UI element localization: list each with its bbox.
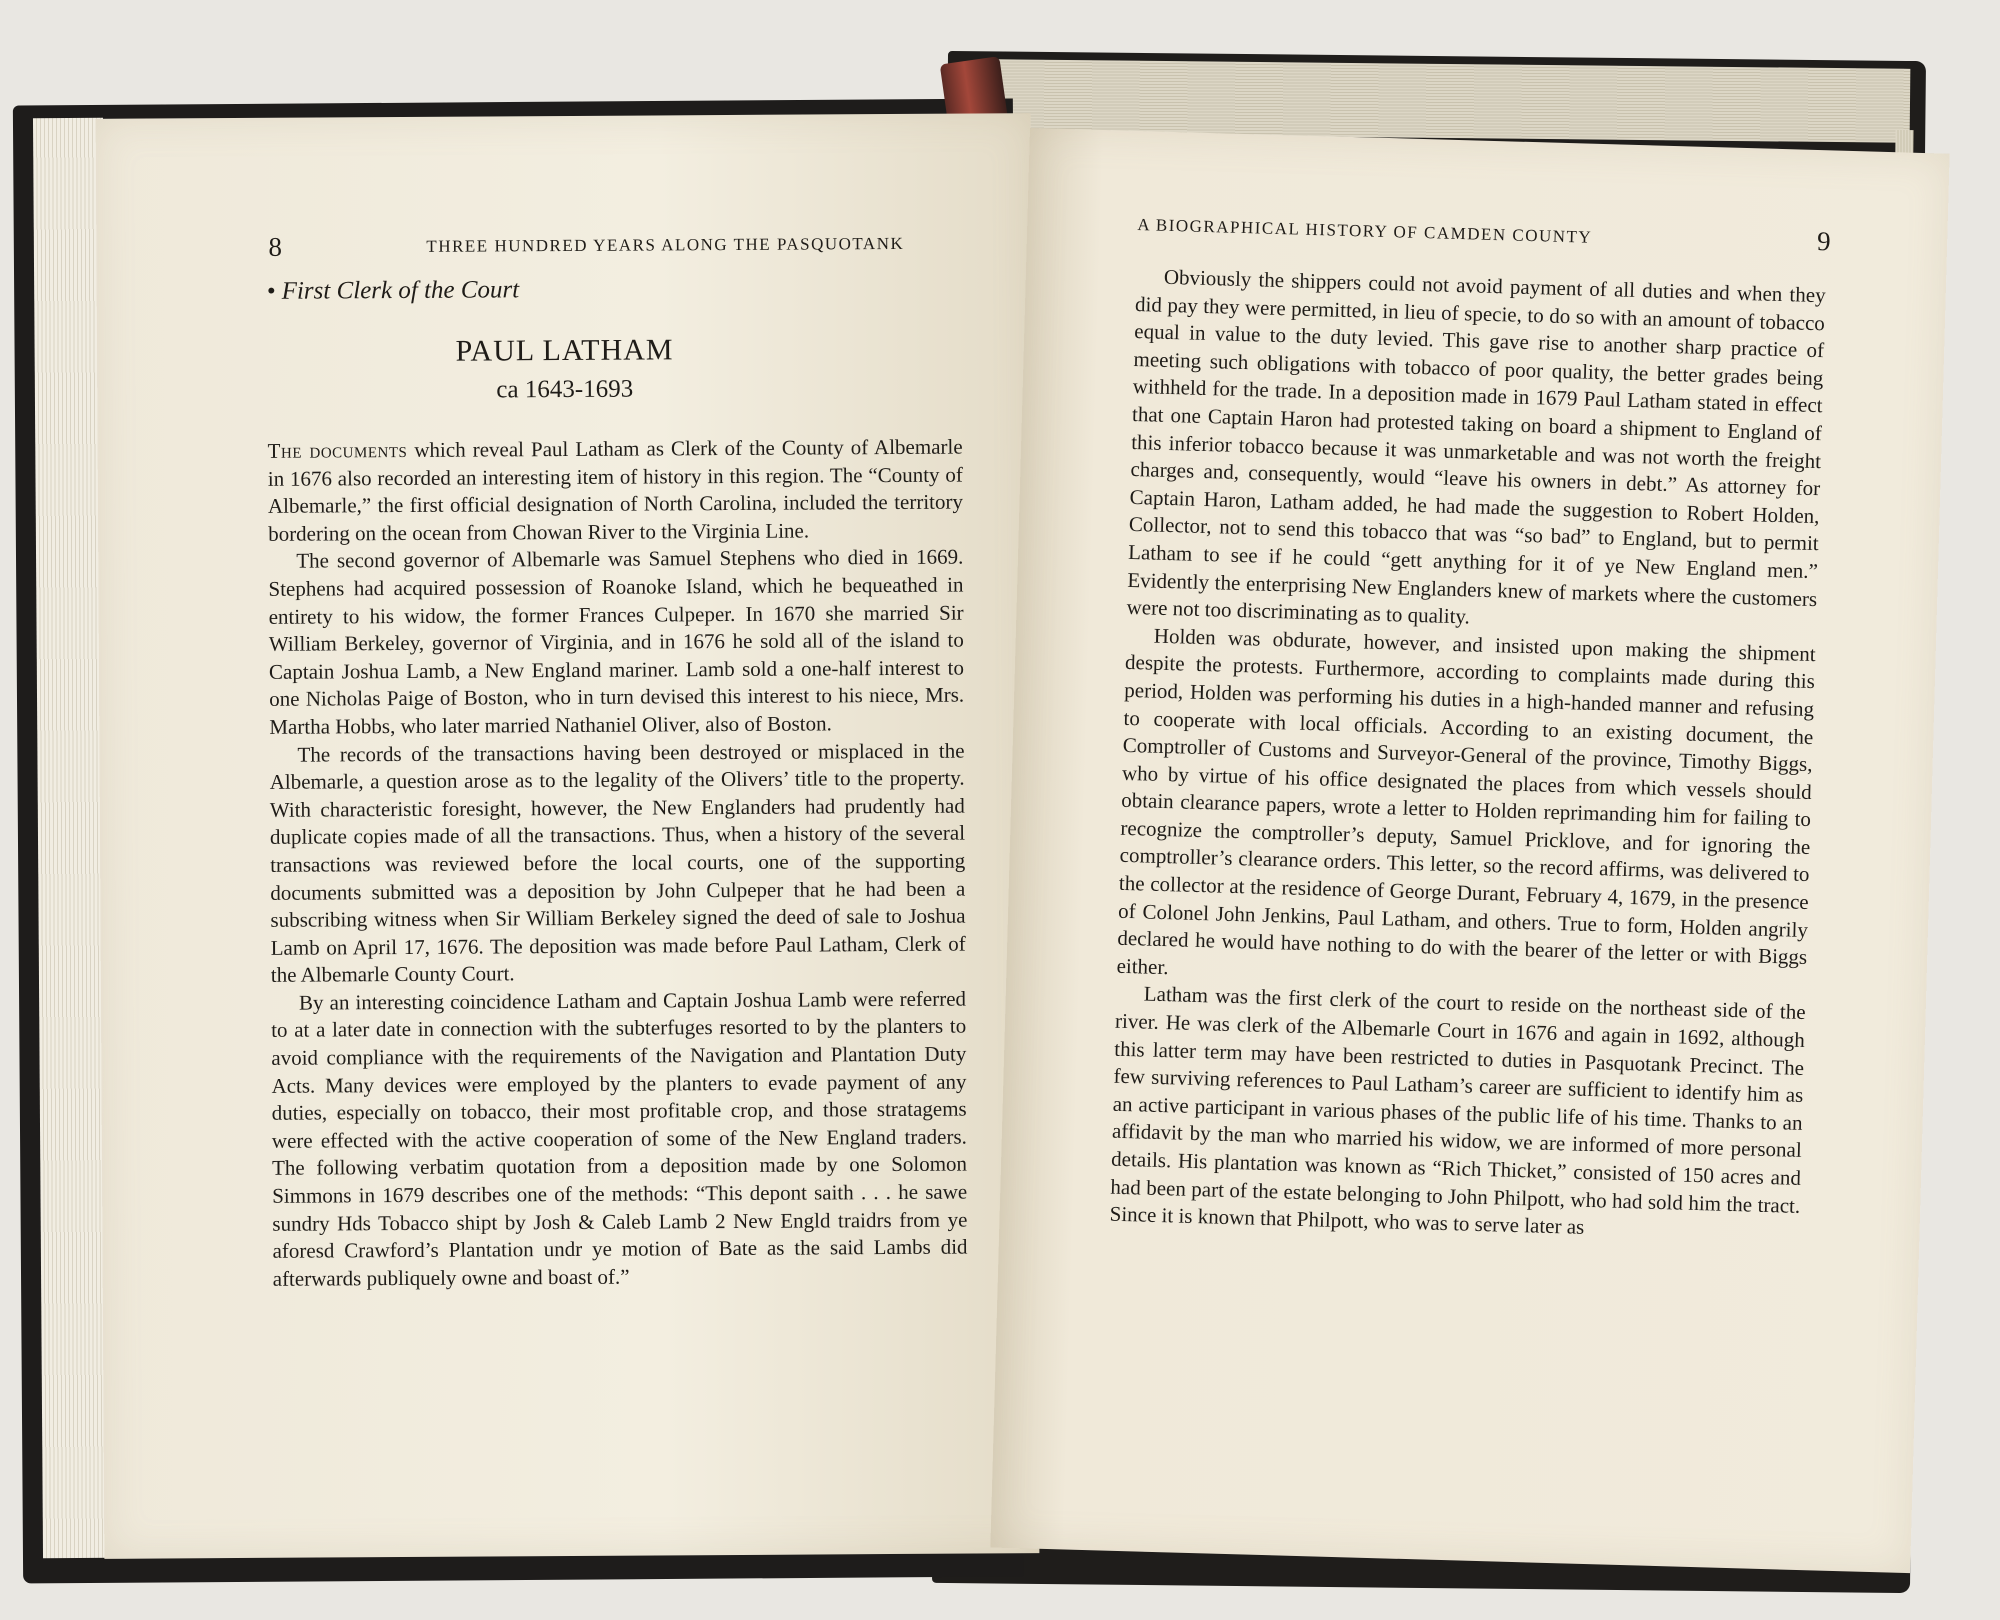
paragraph: The records of the transactions having been destroyed or misplaced in the Albemarle, a question arose as to the legality of the Olivers’ title to the property. With characteristic foresight, however, the New Englanders had prudently had duplicate copies made of all the transactions. Thus, when a history of the several transactions was reviewed before the local courts, one of the supporting documents submitted was a deposition by John Culpeper that he had been a subscribing witness when Sir William Berkeley signed the deed of sale to Joshua Lamb on April 17, 1676. The deposition was made before Paul Latham, Clerk of the Albemarle County Court. (269, 738, 966, 988)
left-page (96, 113, 1040, 1559)
paragraph: Latham was the first clerk of the court to reside on the northeast side of the river. He was clerk of the Albemarle Court in 1676 and again in 1692, although this latter term may have been restricted to duties in Pasquotank Precinct. The few surviving references to Paul Latham’s career are sufficient to identify him as an active participant in various phases of the public life of his time. Thanks to an affidavit by the man who married his widow, we are informed of more personal details. His plantation was known as “Rich Thicket,” consisted of 150 acres and had been part of the estate belonging to John Philpott, who had sold him the tract. Since it is known that Philpott, who was to serve later as (1109, 981, 1806, 1240)
paragraph: By an interesting coincidence Latham and Captain Joshua Lamb were referred to at a later date in connection with the subterfuges resorted to by the planters to avoid compliance with the requirements of the Navigation and Plantation Duty Acts. Many devices were employed by the planters to evade payment of any duties, especially on tobacco, their most profitable crop, and those stratagems were effected with the active cooperation of some of the New England traders. The following verbatim quotation from a deposition made by one Solomon Simmons in 1679 describes one of the methods: “This depont saith . . . he sawe sundry Hds Tobacco shipt by Josh & Caleb Lamb 2 New Engld traidrs from ye aforesd Crawford’s Plantation undr ye motion of Bate as the said Lambs did afterwards publiquely owne and boast of.” (271, 986, 968, 1291)
page-number-right: 9 (1816, 226, 1832, 257)
left-body-text (268, 434, 968, 1294)
right-body-text (1109, 263, 1826, 1248)
right-page (990, 128, 1949, 1573)
paragraph: The second governor of Albemarle was Samuel Stephens who died in 1669. Stephens had acquired possession of Roanoke Island, which he bequeathed in entirety to his widow, the former Frances Culpeper. In 1670 she married Sir William Berkeley, governor of Virginia, and in 1676 he sold all of the island to Captain Joshua Lamb, a New England mariner. Lamb sold a one-half interest to one Nicholas Paige of Boston, who in turn devised this interest to his niece, Mrs. Martha Hobbs, who later married Nathaniel Oliver, also of Boston. (268, 544, 965, 739)
article-title: PAUL LATHAM (455, 333, 674, 368)
paragraph (268, 434, 964, 549)
article-dates: ca 1643-1693 (496, 375, 634, 404)
paragraph: Obviously the shippers could not avoid payment of all duties and when they did pay they were permitted, in lieu of specie, to do so with an amount of tobacco equal in value to the duty levied. This gave rise to another sharp practice of meeting such obligations with tobacco of poor quality, the better grades being withheld for the trade. In a deposition made in 1679 Paul Latham stated in effect that one Captain Haron had protested taking on board a shipment to England of this inferior tobacco because it was unmarketable and was not worth the freight charges and, consequently, would “leave his owners in debt.” As attorney for Captain Haron, Latham added, he had made the suggestion to Robert Holden, Collector, not to send this tobacco that was “so bad” to England, but to permit Latham to see if he could “gett anything for it of ye New England men.” Evidently the enterprising New Englanders knew of markets where the customers were not too discriminating as to quality. (1126, 264, 1826, 629)
lead-in: The documents (267, 437, 408, 463)
running-head-right: A BIOGRAPHICAL HISTORY OF CAMDEN COUNTY (1137, 215, 1593, 247)
paragraph: Holden was obdurate, however, and insisted upon making the shipment despite the protests. Furthermore, according to complaints made during this period, Holden was performing his duties in a high-handed manner and refusing to cooperate with local officials. According to an existing document, the Comptroller of Customs and Surveyor-General of the province, Timothy Biggs, who by virtue of his office designated the places from which vessels should obtain clearance papers, wrote a letter to Holden reprimanding him for failing to recognize the comptroller’s deputy, Samuel Pricklove, and for ignoring the comptroller’s clearance orders. This letter, so the record affirms, was delivered to the collector at the residence of George Durant, February 4, 1679, in the presence of Colonel John Jenkins, Paul Latham, and others. True to form, Holden angrily declared he would have nothing to do with the bearer of the letter or with Biggs either. (1116, 623, 1816, 980)
section-tag: • First Clerk of the Court (266, 276, 520, 305)
page-number-left: 8 (268, 231, 282, 262)
paragraph-text: which reveal Paul Latham as Clerk of the County of Albemarle in 1676 also recorded an interesting item of history in this region. The “County of Albemarle,” the first official designation of North Carolina, included the territory bordering on the ocean from Chowan River to the Virginia Line. (267, 434, 964, 546)
running-head-left: THREE HUNDRED YEARS ALONG THE PASQUOTANK (426, 233, 905, 256)
